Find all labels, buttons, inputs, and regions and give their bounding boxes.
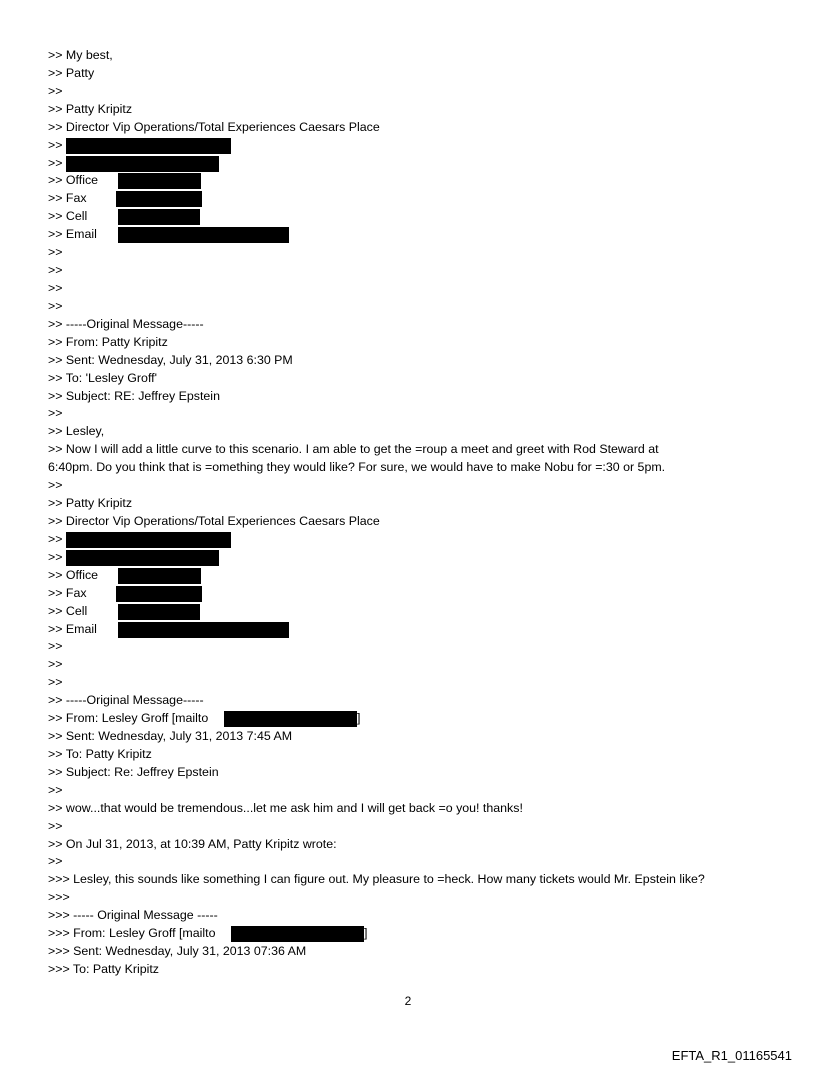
redaction-box: [66, 532, 231, 548]
email-body: [48, 47, 788, 979]
mailto-close: ]: [357, 711, 361, 726]
redaction-box: [66, 138, 231, 154]
redaction-box: [118, 227, 289, 243]
mailto-close: ]: [364, 926, 368, 941]
text-line: >> Patty Kripitz: [48, 496, 133, 511]
redaction-box: [224, 711, 357, 727]
text-line-redacted: [48, 585, 788, 603]
redaction-box: [116, 586, 202, 602]
document-id: EFTA_R1_01165541: [671, 1048, 792, 1063]
text-line-redacted: [48, 137, 788, 155]
text-line: >> Director Vip Operations/Total Experiences Caesars Place: [48, 119, 380, 134]
redaction-box: [118, 173, 201, 189]
text-line-redacted: [48, 925, 788, 943]
text-line-redacted: [48, 172, 788, 190]
redaction-box: [118, 604, 200, 620]
text-line: >>: [48, 83, 63, 98]
text-line: >>: [48, 639, 63, 654]
text-line: >> From: Patty Kripitz: [48, 334, 168, 349]
text-line: >>> Sent: Wednesday, July 31, 2013 07:36 AM: [48, 944, 307, 959]
text-line: >> Lesley,: [48, 424, 105, 439]
text-line: >>: [48, 280, 63, 295]
text-line: >> Now I will add a little curve to this scenario. I am able to get the =roup a meet and greet with Rod Steward at: [48, 442, 659, 457]
text-line: >> Patty: [48, 65, 95, 80]
text-line-redacted: [48, 567, 788, 585]
quote-marker: >>: [48, 549, 63, 564]
text-line: >>: [48, 406, 63, 421]
text-line-redacted: [48, 155, 788, 173]
text-line: >>> ----- Original Message -----: [48, 908, 218, 923]
quote-marker: >>: [48, 155, 63, 170]
redaction-box: [118, 568, 201, 584]
text-line-redacted: [48, 549, 788, 567]
text-line: >> Sent: Wednesday, July 31, 2013 6:30 PM: [48, 352, 293, 367]
redaction-box: [231, 926, 364, 942]
text-line-redacted: [48, 226, 788, 244]
text-line: >>: [48, 298, 63, 313]
text-line: >>> Lesley, this sounds like something I can figure out. My pleasure to =heck. How many tickets would Mr. Epstein like?: [48, 872, 705, 887]
page-number: 2: [404, 994, 412, 1008]
text-line: >> To: Patty Kripitz: [48, 746, 152, 761]
text-line-redacted: [48, 531, 788, 549]
redaction-box: [66, 156, 219, 172]
text-line: >>: [48, 818, 63, 833]
text-line: >>: [48, 854, 63, 869]
redaction-box: [66, 550, 219, 566]
text-line: >> wow...that would be tremendous...let me ask him and I will get back =o you! thanks!: [48, 800, 523, 815]
quote-marker: >>: [48, 531, 63, 546]
from-label: >> From: Lesley Groff [mailto: [48, 711, 209, 726]
text-line: >>: [48, 782, 63, 797]
field-label: >> Office: [48, 173, 99, 188]
text-line: 6:40pm. Do you think that is =omething they would like? For sure, we would have to make Nobu for =:30 or 5pm.: [48, 460, 666, 475]
text-line: >> Sent: Wednesday, July 31, 2013 7:45 AM: [48, 729, 293, 744]
redaction-box: [116, 191, 202, 207]
text-line: >> Patty Kripitz: [48, 101, 133, 116]
text-line: >> My best,: [48, 48, 113, 62]
text-line: >>: [48, 263, 63, 278]
redaction-box: [118, 209, 200, 225]
text-line: >> On Jul 31, 2013, at 10:39 AM, Patty Kripitz wrote:: [48, 836, 337, 851]
text-line-redacted: [48, 208, 788, 226]
field-label: >> Fax: [48, 585, 87, 600]
text-line: >>: [48, 675, 63, 690]
text-line: >>> To: Patty Kripitz: [48, 962, 160, 977]
field-label: >> Email: [48, 621, 97, 636]
text-line: >>>: [48, 890, 70, 905]
text-line: >> -----Original Message-----: [48, 316, 204, 331]
field-label: >> Email: [48, 227, 97, 242]
text-line-redacted: [48, 710, 788, 728]
text-line-redacted: [48, 190, 788, 208]
redaction-box: [118, 622, 289, 638]
text-line: >> Subject: RE: Jeffrey Epstein: [48, 388, 220, 403]
text-line-redacted: [48, 603, 788, 621]
quote-marker: >>: [48, 137, 63, 152]
field-label: >> Cell: [48, 209, 88, 224]
text-line: >>: [48, 478, 63, 493]
field-label: >> Fax: [48, 191, 87, 206]
text-line: >>: [48, 245, 63, 260]
field-label: >> Office: [48, 567, 99, 582]
field-label: >> Cell: [48, 603, 88, 618]
text-line-redacted: [48, 621, 788, 639]
text-line: >> Director Vip Operations/Total Experiences Caesars Place: [48, 513, 380, 528]
text-line: >> To: 'Lesley Groff': [48, 370, 157, 385]
text-line: >> -----Original Message-----: [48, 693, 204, 708]
from-label: >>> From: Lesley Groff [mailto: [48, 926, 216, 941]
text-line: >> Subject: Re: Jeffrey Epstein: [48, 764, 219, 779]
text-line: >>: [48, 657, 63, 672]
